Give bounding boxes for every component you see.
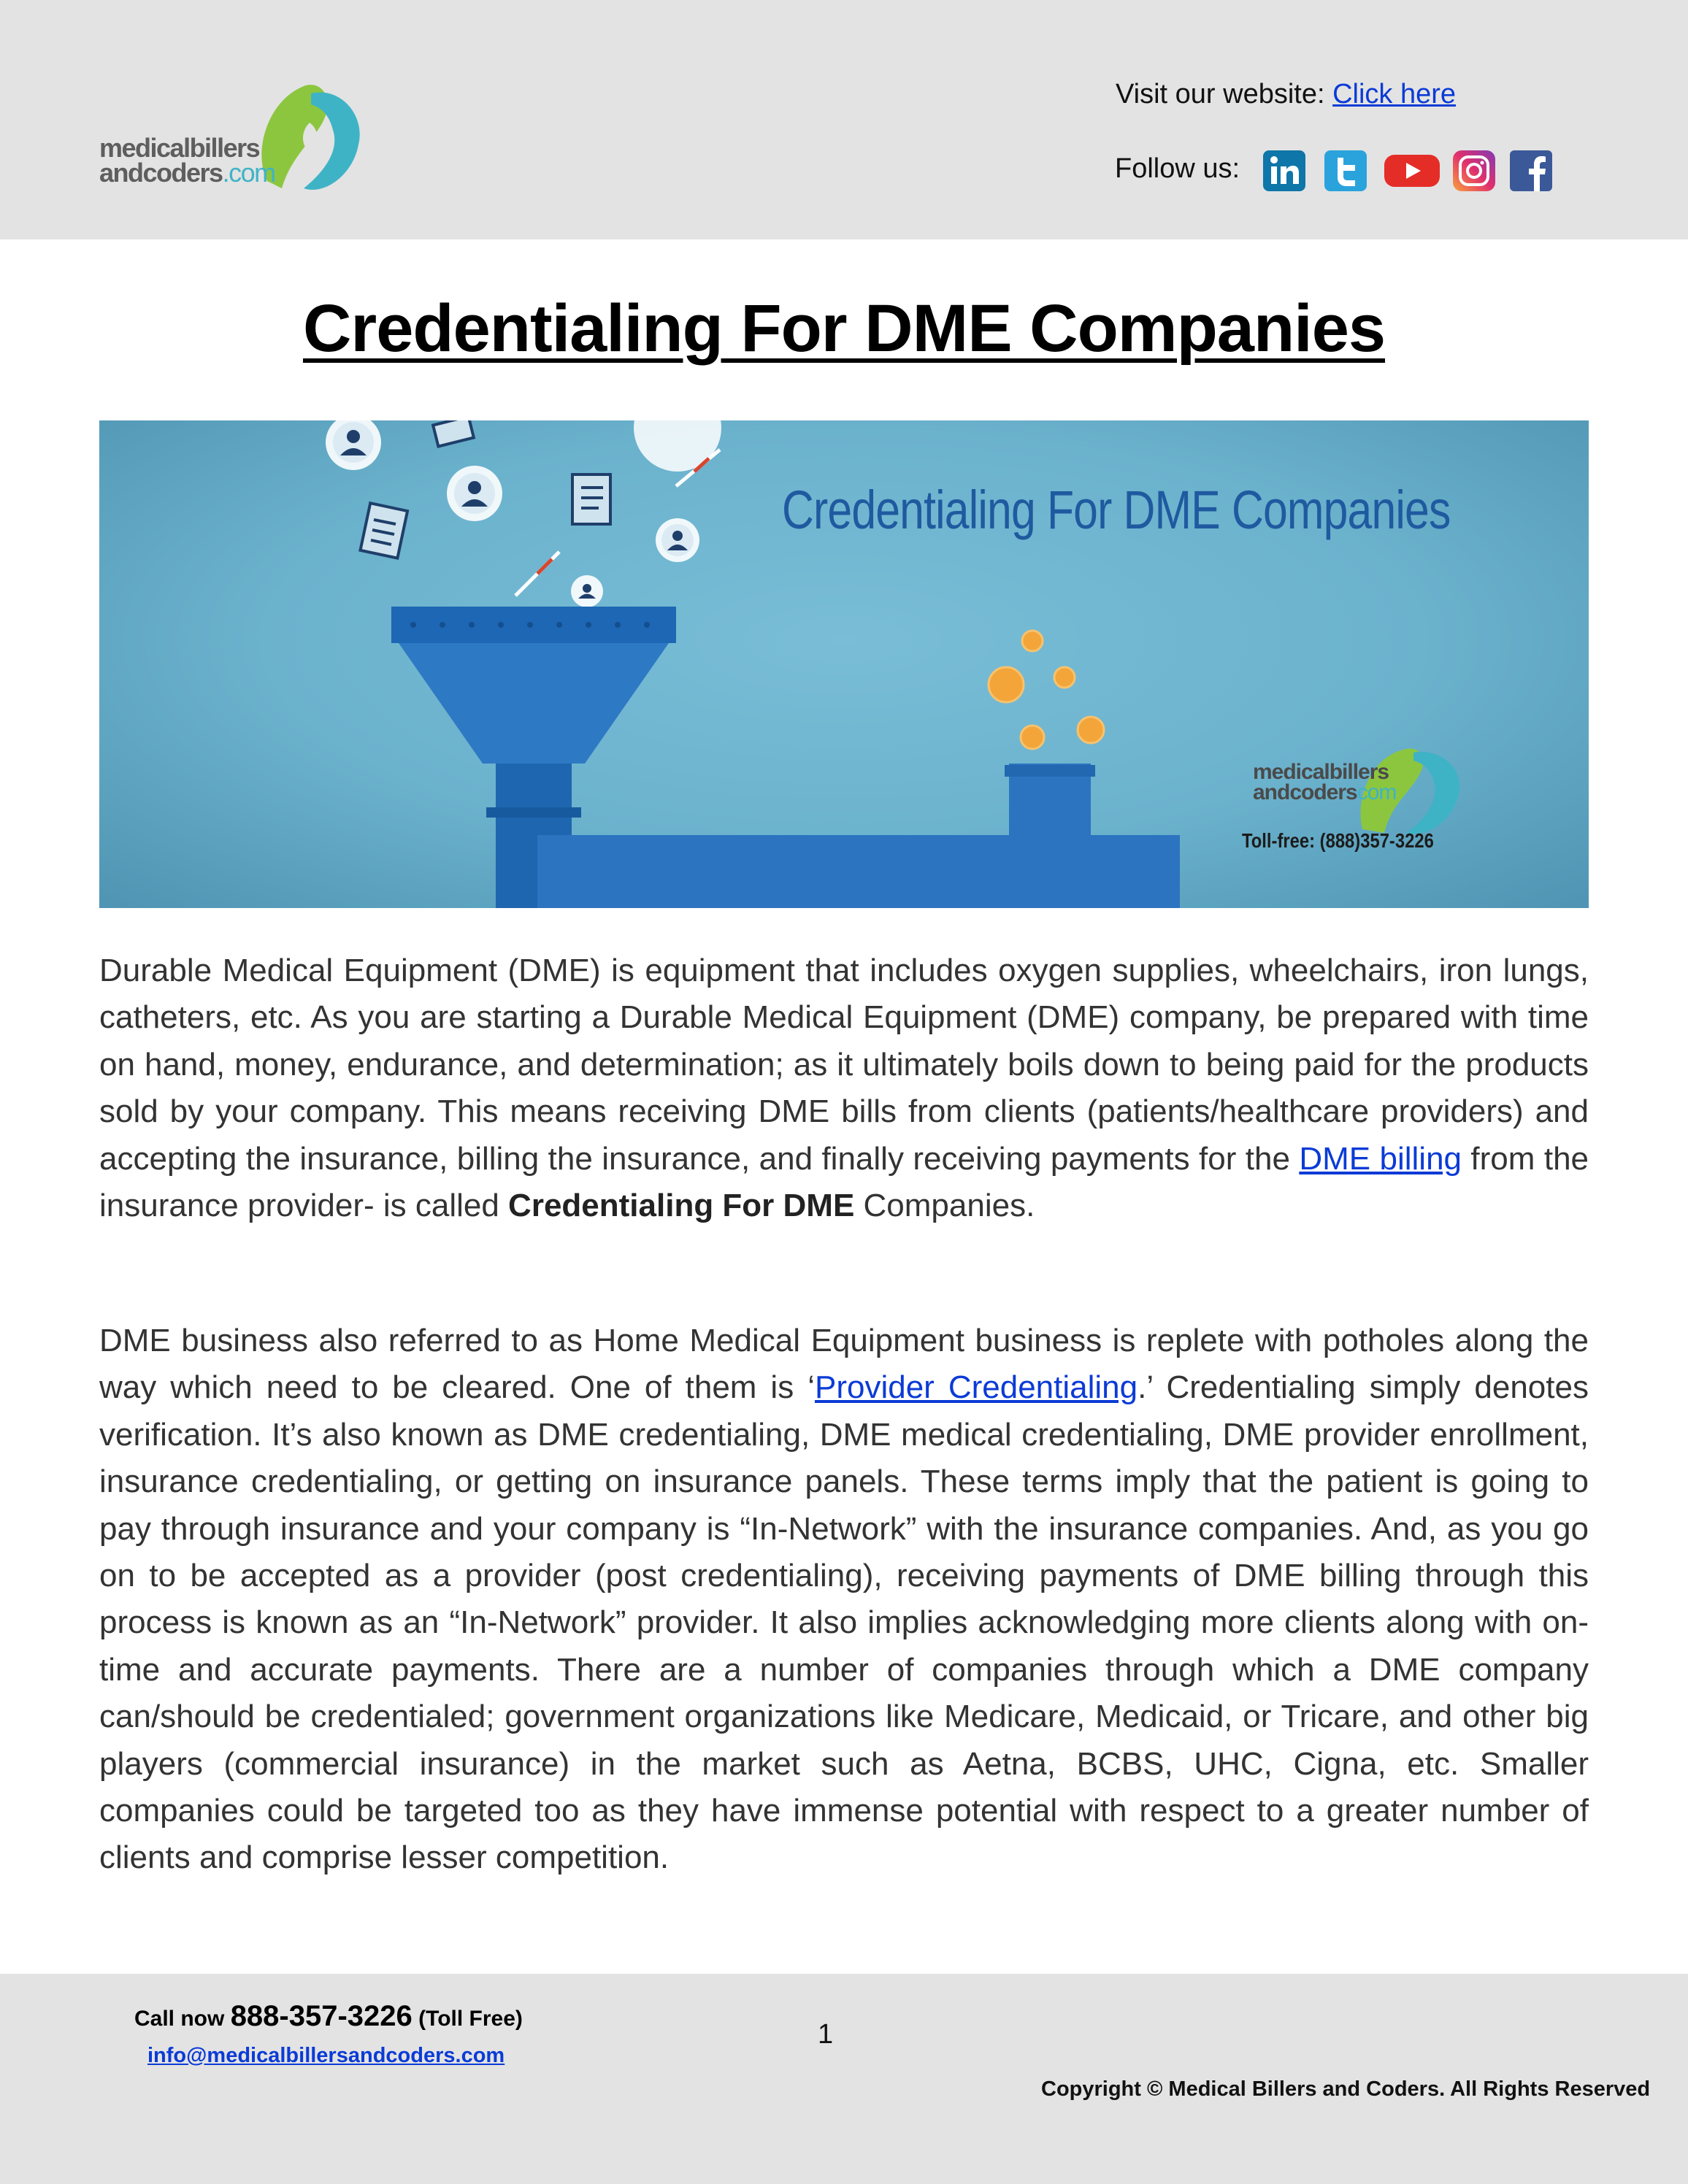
website-link[interactable]: Click here: [1332, 79, 1457, 109]
page-number: 1: [818, 2019, 834, 2050]
page-title: Credentialing For DME Companies: [302, 291, 1386, 366]
banner-logo-wordmark: medicalbillers andcoderscom: [1253, 760, 1397, 804]
twitter-icon[interactable]: [1324, 150, 1367, 191]
banner-tollfree: Toll-free: (888)357-3226: [1242, 829, 1434, 852]
instagram-icon[interactable]: [1453, 150, 1495, 191]
dme-billing-link[interactable]: DME billing: [1299, 1140, 1462, 1177]
coins: [989, 631, 1104, 749]
paragraph-intro: Durable Medical Equipment (DME) is equipment that includes oxygen supplies, wheelchairs, iron lungs, catheters, etc. As you are starting a Durable Medical Equipment (DME) company, be prepared with time on hand, money, endurance, and determination; as it ultimately boils down to being paid for the products sold by your company. This means receiving DME bills from clients (patients/healthcare providers) and accepting the insurance, billing the insurance, and finally receiving payments for the DME billing from the insurance provider- is called Credentialing For DME Companies.: [99, 953, 1589, 1224]
follow-label: Follow us:: [1115, 153, 1240, 184]
funnel: [391, 607, 1180, 908]
youtube-icon[interactable]: [1384, 150, 1440, 191]
phone-number[interactable]: 888-357-3226: [230, 2000, 413, 2032]
email-link[interactable]: info@medicalbillersandcoders.com: [147, 2044, 505, 2067]
call-now: Call now 888-357-3226 (Toll Free): [134, 2000, 523, 2032]
linkedin-icon[interactable]: [1263, 150, 1305, 191]
banner-title: Credentialing For DME Companies: [782, 480, 1451, 540]
logo-wordmark: medicalbillers andcoders.com: [99, 133, 275, 188]
page-header: [0, 0, 1688, 239]
facebook-icon[interactable]: [1510, 150, 1552, 191]
visit-label: Visit our website:: [1116, 79, 1325, 109]
provider-credentialing-link[interactable]: Provider Credentialing: [814, 1369, 1138, 1406]
company-logo[interactable]: [99, 72, 362, 200]
copyright-notice: Copyright © Medical Billers and Coders. All Rights Reserved: [1041, 2077, 1651, 2101]
paragraph-credentialing: DME business also referred to as Home Medical Equipment business is replete with potholes along the way which need to be cleared. One of them is ‘Provider Credentialing.’ Credentialing simply denotes verification. It’s also known as DME credentialing, DME medical credentialing, DME provider enrollment, insurance credentialing, or getting on insurance panels. These terms imply that the patient is going to pay through insurance and your company is “In-Network” with the insurance companies. And, as you go on to be accepted as a provider (post credentialing), receiving payments of DME billing through this process is known as an “In-Network” provider. It also implies acknowledging more clients along with on-time and accurate payments. There are a number of companies through which a DME company can/should be credentialed; government organizations like Medicare, Medicaid, or Tricare, and other big players (commercial insurance) in the market such as Aetna, BCBS, UHC, Cigna, etc. Smaller companies could be targeted too as they have immense potential with respect to a greater number of clients and comprise lesser competition.: [99, 1323, 1589, 1876]
hero-banner: [99, 420, 1589, 908]
website-row: [1116, 79, 1456, 110]
